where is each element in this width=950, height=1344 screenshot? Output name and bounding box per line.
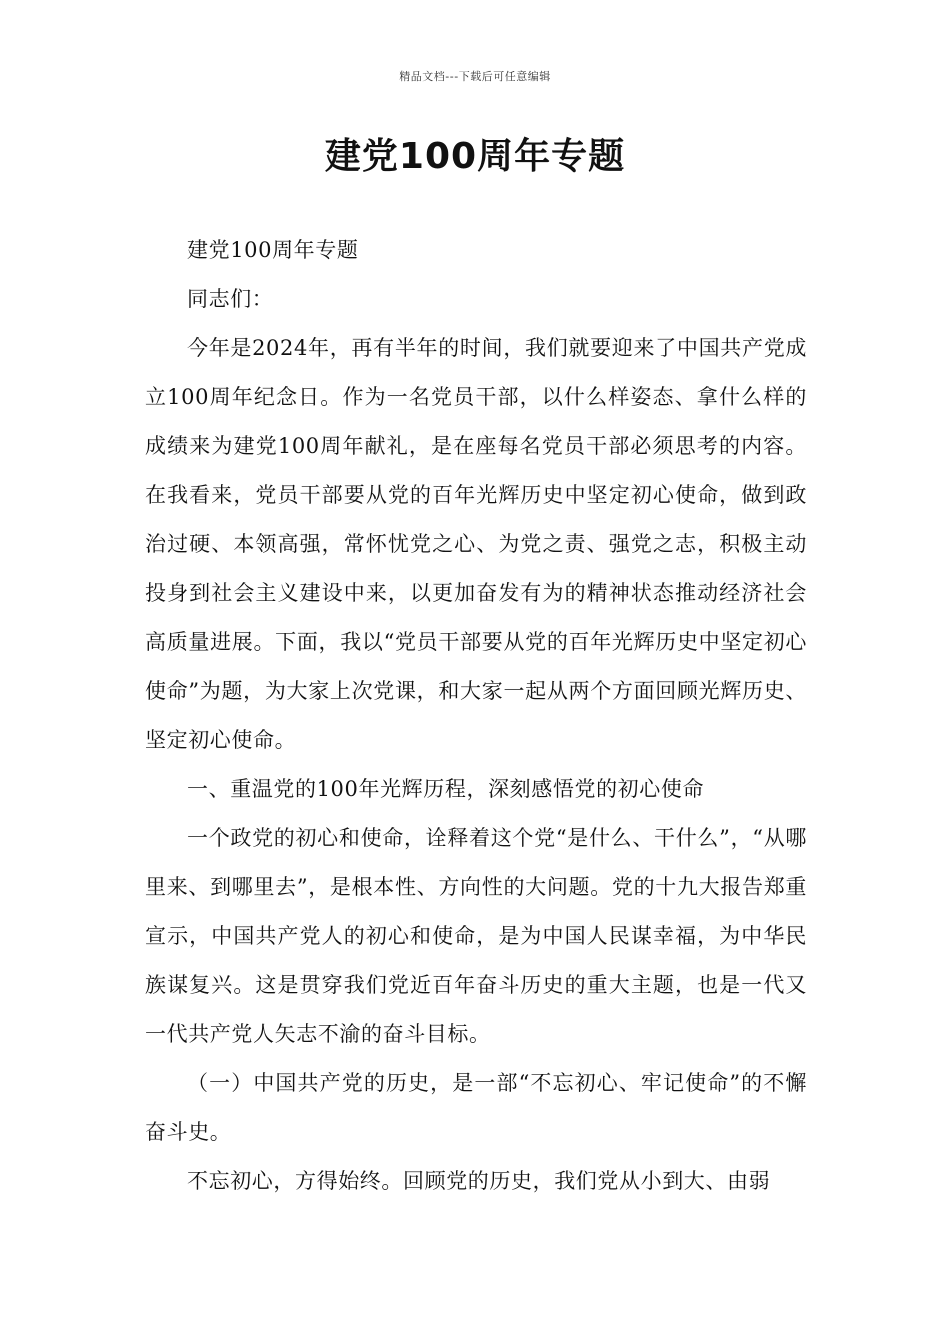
document-body	[145, 226, 807, 1206]
paragraph-subtitle: 建党100周年专题	[187, 238, 359, 262]
document-title: 建党100周年专题	[324, 136, 626, 177]
section-heading-1: 一、重温党的100年光辉历程，深刻感悟党的初心使命	[187, 777, 705, 801]
page-header: 精品文档---下载后可任意编辑	[399, 70, 551, 83]
paragraph-mission: 一个政党的初心和使命，诠释着这个党“是什么、干什么”，“从哪里来、到哪里去”，是根本性、方向性的大问题。党的十九大报告郑重宣示，中国共产党人的初心和使命，是为中国人民谋幸福，为中华民族谋复兴。这是贯穿我们党近百年奋斗历史的重大主题，也是一代又一代共产党人矢志不渝的奋斗目标。	[145, 826, 807, 1046]
paragraph-history: 不忘初心，方得始终。回顾党的历史，我们党从小到大、由弱	[187, 1169, 771, 1193]
paragraph-intro: 今年是2024年，再有半年的时间，我们就要迎来了中国共产党成立100周年纪念日。作为一名党员干部，以什么样姿态、拿什么样的成绩来为建党100周年献礼，是在座每名党员干部必须思考的内容。在我看来，党员干部要从党的百年光辉历史中坚定初心使命，做到政治过硬、本领高强，常怀忧党之心、为党之责、强党之志，积极主动投身到社会主义建设中来，以更加奋发有为的精神状态推动经济社会高质量进展。下面，我以“党员干部要从党的百年光辉历史中坚定初心使命”为题，为大家上次党课，和大家一起从两个方面回顾光辉历史、坚定初心使命。	[145, 336, 807, 752]
paragraph-salutation: 同志们：	[187, 287, 274, 311]
subsection-heading-1: （一）中国共产党的历史，是一部“不忘初心、牢记使命”的不懈奋斗史。	[145, 1071, 807, 1144]
